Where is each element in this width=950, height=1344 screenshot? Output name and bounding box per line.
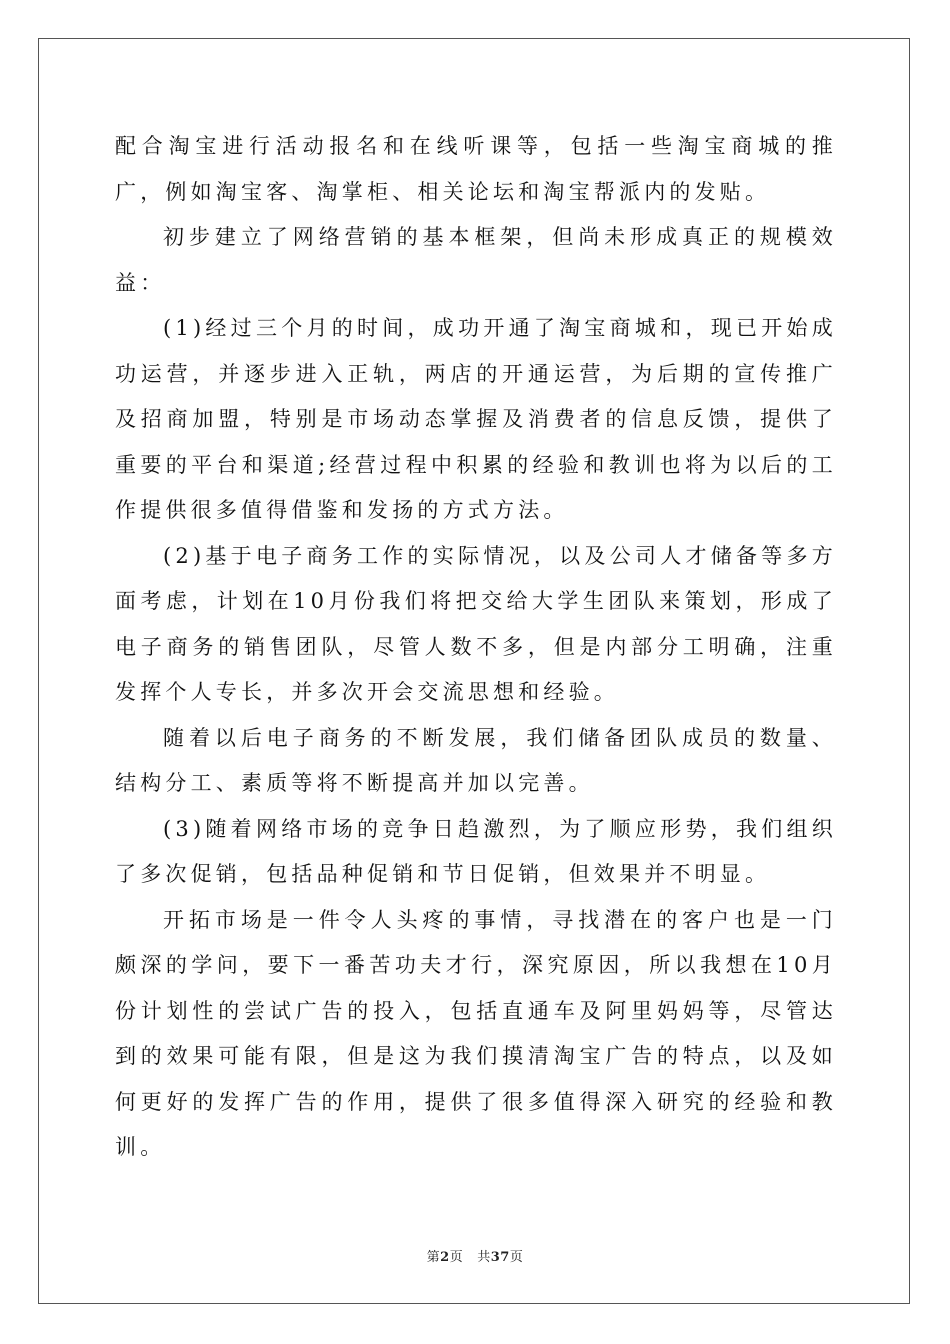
paragraph-3: (1)经过三个月的时间，成功开通了淘宝商城和，现已开始成功运营，并逐步进入正轨，两店的开通运营，为后期的宣传推广及招商加盟，特别是市场动态掌握及消费者的信息反馈，提供了重要的平台和渠道;经营过程中积累的经验和教训也将为以后的工作提供很多值得借鉴和发扬的方式方法。 [115, 316, 837, 522]
paragraph-2: 初步建立了网络营销的基本框架，但尚未形成真正的规模效益： [115, 225, 837, 295]
page-suffix: 页 [449, 1250, 464, 1265]
paragraph-5: 随着以后电子商务的不断发展，我们储备团队成员的数量、结构分工、素质等将不断提高并加以完善。 [115, 725, 837, 795]
page-prefix: 第 [426, 1250, 441, 1265]
paragraph-6: (3)随着网络市场的竞争日趋激烈，为了顺应形势，我们组织了多次促销，包括品种促销和节日促销，但效果并不明显。 [115, 816, 837, 886]
paragraph-1: 配合淘宝进行活动报名和在线听课等，包括一些淘宝商城的推广，例如淘宝客、淘掌柜、相关论坛和淘宝帮派内的发贴。 [115, 134, 837, 204]
page-footer [0, 1246, 950, 1265]
total-pages: 37 [490, 1250, 510, 1265]
paragraph-4: (2)基于电子商务工作的实际情况，以及公司人才储备等多方面考虑，计划在10月份我们将把交给大学生团队来策划，形成了电子商务的销售团队，尽管人数不多，但是内部分工明确，注重发挥个人专长，并多次开会交流思想和经验。 [115, 543, 837, 704]
document-body [115, 124, 837, 1171]
paragraph-7: 开拓市场是一件令人头疼的事情，寻找潜在的客户也是一门颇深的学问，要下一番苦功夫才行，深究原因，所以我想在10月份计划性的尝试广告的投入，包括直通车及阿里妈妈等，尽管达到的效果可能有限，但是这为我们摸清淘宝广告的特点，以及如何更好的发挥广告的作用，提供了很多值得深入研究的经验和教训。 [115, 907, 837, 1159]
total-suffix: 页 [509, 1250, 524, 1265]
total-prefix: 共 [477, 1250, 491, 1265]
page-number: 2 [440, 1250, 450, 1265]
